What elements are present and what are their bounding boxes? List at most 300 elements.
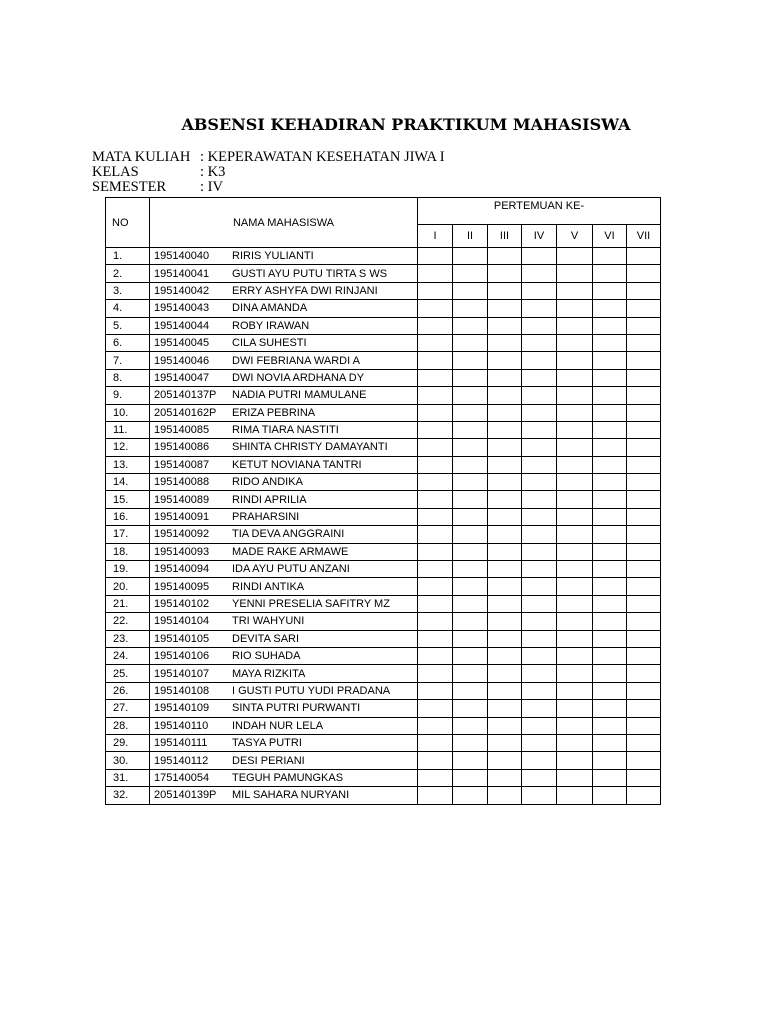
attendance-cell[interactable] xyxy=(453,491,488,508)
attendance-cell[interactable] xyxy=(593,474,627,491)
class-row xyxy=(92,165,445,180)
attendance-cell[interactable] xyxy=(488,334,522,351)
student-name: DESI PERIANI xyxy=(232,754,305,767)
attendance-cell[interactable] xyxy=(557,682,593,699)
attendance-cell[interactable] xyxy=(453,613,488,630)
student-cell xyxy=(150,613,418,630)
attendance-cell[interactable] xyxy=(593,526,627,543)
attendance-cell[interactable] xyxy=(488,404,522,421)
attendance-cell[interactable] xyxy=(627,665,661,682)
attendance-cell[interactable] xyxy=(593,665,627,682)
course-value: : KEPERAWATAN KESEHATAN JIWA I xyxy=(200,149,445,165)
attendance-cell[interactable] xyxy=(593,630,627,647)
attendance-cell[interactable] xyxy=(557,387,593,404)
attendance-cell[interactable] xyxy=(418,561,453,578)
row-number: 5. xyxy=(106,317,150,334)
student-name: RIRIS YULIANTI xyxy=(232,250,314,263)
attendance-cell[interactable] xyxy=(418,352,453,369)
student-cell xyxy=(150,665,418,682)
student-id: 195140092 xyxy=(154,528,210,541)
attendance-cell[interactable] xyxy=(593,647,627,664)
attendance-cell[interactable] xyxy=(453,700,488,717)
attendance-cell[interactable] xyxy=(488,421,522,438)
student-id: 195140086 xyxy=(154,441,210,454)
attendance-cell[interactable] xyxy=(522,439,557,456)
attendance-cell[interactable] xyxy=(627,421,661,438)
attendance-cell[interactable] xyxy=(627,543,661,560)
student-cell xyxy=(150,526,418,543)
attendance-cell[interactable] xyxy=(453,456,488,473)
attendance-cell[interactable] xyxy=(418,526,453,543)
attendance-cell[interactable] xyxy=(488,526,522,543)
attendance-cell[interactable] xyxy=(522,456,557,473)
attendance-cell[interactable] xyxy=(522,526,557,543)
attendance-cell[interactable] xyxy=(557,282,593,299)
attendance-cell[interactable] xyxy=(557,369,593,386)
attendance-cell[interactable] xyxy=(557,317,593,334)
attendance-cell[interactable] xyxy=(488,700,522,717)
attendance-cell[interactable] xyxy=(522,421,557,438)
attendance-cell[interactable] xyxy=(557,474,593,491)
row-number: 20. xyxy=(106,578,150,595)
attendance-cell[interactable] xyxy=(593,421,627,438)
attendance-cell[interactable] xyxy=(627,630,661,647)
header-no: NO xyxy=(106,198,150,248)
table-row xyxy=(106,352,661,369)
attendance-cell[interactable] xyxy=(593,491,627,508)
attendance-cell[interactable] xyxy=(593,456,627,473)
student-name: ERIZA PEBRINA xyxy=(232,406,316,419)
attendance-cell[interactable] xyxy=(488,752,522,769)
attendance-cell[interactable] xyxy=(557,456,593,473)
attendance-cell[interactable] xyxy=(418,421,453,438)
row-number: 19. xyxy=(106,561,150,578)
attendance-cell[interactable] xyxy=(488,508,522,525)
attendance-cell[interactable] xyxy=(593,595,627,612)
attendance-cell[interactable] xyxy=(418,717,453,734)
attendance-cell[interactable] xyxy=(557,300,593,317)
student-cell xyxy=(150,300,418,317)
row-number: 32. xyxy=(106,787,150,804)
attendance-cell[interactable] xyxy=(522,595,557,612)
attendance-cell[interactable] xyxy=(557,647,593,664)
attendance-cell[interactable] xyxy=(453,630,488,647)
attendance-cell[interactable] xyxy=(522,404,557,421)
attendance-cell[interactable] xyxy=(453,508,488,525)
attendance-cell[interactable] xyxy=(453,769,488,786)
attendance-cell[interactable] xyxy=(522,561,557,578)
meeting-header: III xyxy=(488,225,522,248)
attendance-cell[interactable] xyxy=(522,265,557,282)
attendance-cell[interactable] xyxy=(418,630,453,647)
attendance-cell[interactable] xyxy=(453,578,488,595)
attendance-cell[interactable] xyxy=(522,787,557,804)
student-name: INDAH NUR LELA xyxy=(232,719,324,732)
attendance-cell[interactable] xyxy=(453,387,488,404)
attendance-cell[interactable] xyxy=(593,404,627,421)
attendance-cell[interactable] xyxy=(453,439,488,456)
attendance-cell[interactable] xyxy=(593,508,627,525)
attendance-cell[interactable] xyxy=(488,352,522,369)
attendance-cell[interactable] xyxy=(557,769,593,786)
student-id: 195140107 xyxy=(154,667,210,680)
student-name: TASYA PUTRI xyxy=(232,737,302,750)
attendance-cell[interactable] xyxy=(627,769,661,786)
attendance-cell[interactable] xyxy=(488,474,522,491)
attendance-cell[interactable] xyxy=(557,787,593,804)
attendance-cell[interactable] xyxy=(627,456,661,473)
attendance-cell[interactable] xyxy=(418,334,453,351)
attendance-cell[interactable] xyxy=(488,595,522,612)
student-cell xyxy=(150,682,418,699)
attendance-cell[interactable] xyxy=(627,317,661,334)
attendance-cell[interactable] xyxy=(627,248,661,265)
attendance-cell[interactable] xyxy=(593,752,627,769)
attendance-cell[interactable] xyxy=(522,613,557,630)
attendance-cell[interactable] xyxy=(593,300,627,317)
table-row xyxy=(106,734,661,751)
attendance-cell[interactable] xyxy=(418,317,453,334)
student-name: GUSTI AYU PUTU TIRTA S WS xyxy=(232,267,388,280)
attendance-cell[interactable] xyxy=(418,665,453,682)
attendance-cell[interactable] xyxy=(418,543,453,560)
attendance-cell[interactable] xyxy=(627,474,661,491)
attendance-cell[interactable] xyxy=(627,561,661,578)
attendance-cell[interactable] xyxy=(627,491,661,508)
attendance-cell[interactable] xyxy=(557,578,593,595)
student-name: IDA AYU PUTU ANZANI xyxy=(232,563,350,576)
attendance-cell[interactable] xyxy=(627,613,661,630)
attendance-cell[interactable] xyxy=(453,752,488,769)
attendance-cell[interactable] xyxy=(488,769,522,786)
student-id: 195140042 xyxy=(154,284,210,297)
attendance-cell[interactable] xyxy=(627,787,661,804)
student-id: 195140089 xyxy=(154,493,210,506)
student-name: MAYA RIZKITA xyxy=(232,667,306,680)
attendance-cell[interactable] xyxy=(453,474,488,491)
attendance-cell[interactable] xyxy=(488,439,522,456)
attendance-cell[interactable] xyxy=(593,248,627,265)
attendance-cell[interactable] xyxy=(557,717,593,734)
attendance-cell[interactable] xyxy=(418,734,453,751)
attendance-cell[interactable] xyxy=(488,248,522,265)
attendance-cell[interactable] xyxy=(593,578,627,595)
attendance-cell[interactable] xyxy=(453,561,488,578)
attendance-cell[interactable] xyxy=(627,439,661,456)
attendance-cell[interactable] xyxy=(557,491,593,508)
attendance-cell[interactable] xyxy=(522,543,557,560)
attendance-cell[interactable] xyxy=(627,387,661,404)
attendance-cell[interactable] xyxy=(488,561,522,578)
attendance-cell[interactable] xyxy=(488,682,522,699)
student-name: NADIA PUTRI MAMULANE xyxy=(232,389,367,402)
attendance-cell[interactable] xyxy=(453,647,488,664)
student-name: ROBY IRAWAN xyxy=(232,319,310,332)
attendance-cell[interactable] xyxy=(488,717,522,734)
student-cell xyxy=(150,474,418,491)
attendance-cell[interactable] xyxy=(418,387,453,404)
student-id: 195140045 xyxy=(154,337,210,350)
attendance-cell[interactable] xyxy=(627,578,661,595)
attendance-cell[interactable] xyxy=(453,665,488,682)
attendance-cell[interactable] xyxy=(418,682,453,699)
attendance-cell[interactable] xyxy=(627,352,661,369)
attendance-cell[interactable] xyxy=(488,369,522,386)
attendance-cell[interactable] xyxy=(557,734,593,751)
attendance-cell[interactable] xyxy=(488,630,522,647)
attendance-cell[interactable] xyxy=(593,282,627,299)
attendance-cell[interactable] xyxy=(593,369,627,386)
course-row xyxy=(92,150,445,165)
attendance-cell[interactable] xyxy=(557,752,593,769)
header-name: NAMA MAHASISWA xyxy=(150,198,418,248)
row-number: 8. xyxy=(106,369,150,386)
row-number: 9. xyxy=(106,387,150,404)
attendance-cell[interactable] xyxy=(418,439,453,456)
attendance-cell[interactable] xyxy=(522,665,557,682)
attendance-cell[interactable] xyxy=(557,265,593,282)
attendance-cell[interactable] xyxy=(627,700,661,717)
attendance-cell[interactable] xyxy=(557,421,593,438)
attendance-cell[interactable] xyxy=(593,334,627,351)
student-cell xyxy=(150,595,418,612)
attendance-cell[interactable] xyxy=(557,595,593,612)
attendance-cell[interactable] xyxy=(522,682,557,699)
student-cell xyxy=(150,352,418,369)
table-row xyxy=(106,752,661,769)
attendance-cell[interactable] xyxy=(488,265,522,282)
attendance-cell[interactable] xyxy=(593,439,627,456)
page-title: ABSENSI KEHADIRAN PRAKTIKUM MAHASISWA xyxy=(181,115,631,134)
attendance-cell[interactable] xyxy=(418,647,453,664)
attendance-cell[interactable] xyxy=(453,421,488,438)
attendance-cell[interactable] xyxy=(522,369,557,386)
attendance-cell[interactable] xyxy=(488,613,522,630)
table-row xyxy=(106,526,661,543)
attendance-cell[interactable] xyxy=(488,578,522,595)
attendance-cell[interactable] xyxy=(418,769,453,786)
attendance-cell[interactable] xyxy=(418,578,453,595)
attendance-cell[interactable] xyxy=(488,456,522,473)
attendance-cell[interactable] xyxy=(522,334,557,351)
student-cell xyxy=(150,700,418,717)
attendance-cell[interactable] xyxy=(557,543,593,560)
attendance-cell[interactable] xyxy=(522,491,557,508)
attendance-cell[interactable] xyxy=(453,334,488,351)
attendance-cell[interactable] xyxy=(627,526,661,543)
attendance-cell[interactable] xyxy=(418,508,453,525)
attendance-cell[interactable] xyxy=(522,630,557,647)
attendance-cell[interactable] xyxy=(522,352,557,369)
table-row xyxy=(106,439,661,456)
attendance-cell[interactable] xyxy=(593,352,627,369)
attendance-cell[interactable] xyxy=(488,491,522,508)
attendance-cell[interactable] xyxy=(627,734,661,751)
attendance-cell[interactable] xyxy=(593,734,627,751)
attendance-cell[interactable] xyxy=(627,682,661,699)
attendance-cell[interactable] xyxy=(418,613,453,630)
attendance-cell[interactable] xyxy=(488,734,522,751)
attendance-cell[interactable] xyxy=(593,717,627,734)
row-number: 21. xyxy=(106,595,150,612)
attendance-cell[interactable] xyxy=(522,387,557,404)
attendance-cell[interactable] xyxy=(522,474,557,491)
attendance-cell[interactable] xyxy=(522,752,557,769)
attendance-cell[interactable] xyxy=(557,248,593,265)
attendance-cell[interactable] xyxy=(557,352,593,369)
semester-value: : IV xyxy=(200,179,223,195)
attendance-cell[interactable] xyxy=(593,769,627,786)
student-name: RINDI ANTIKA xyxy=(232,580,305,593)
attendance-cell[interactable] xyxy=(522,317,557,334)
student-id: 195140091 xyxy=(154,511,210,524)
attendance-cell[interactable] xyxy=(418,595,453,612)
row-number: 15. xyxy=(106,491,150,508)
attendance-cell[interactable] xyxy=(627,369,661,386)
attendance-cell[interactable] xyxy=(488,317,522,334)
attendance-cell[interactable] xyxy=(453,352,488,369)
student-cell xyxy=(150,508,418,525)
attendance-cell[interactable] xyxy=(418,700,453,717)
attendance-cell[interactable] xyxy=(453,734,488,751)
student-name: MADE RAKE ARMAWE xyxy=(232,545,349,558)
attendance-cell[interactable] xyxy=(453,265,488,282)
row-number: 11. xyxy=(106,421,150,438)
meeting-header: V xyxy=(557,225,593,248)
student-id: 195140095 xyxy=(154,580,210,593)
attendance-cell[interactable] xyxy=(418,404,453,421)
table-row xyxy=(106,317,661,334)
attendance-cell[interactable] xyxy=(453,404,488,421)
attendance-cell[interactable] xyxy=(557,561,593,578)
attendance-cell[interactable] xyxy=(627,647,661,664)
attendance-cell[interactable] xyxy=(627,404,661,421)
student-id: 195140093 xyxy=(154,545,210,558)
attendance-cell[interactable] xyxy=(522,769,557,786)
student-id: 195140043 xyxy=(154,302,210,315)
student-cell xyxy=(150,787,418,804)
attendance-cell[interactable] xyxy=(557,700,593,717)
student-cell xyxy=(150,543,418,560)
attendance-cell[interactable] xyxy=(522,700,557,717)
student-cell xyxy=(150,248,418,265)
attendance-cell[interactable] xyxy=(418,474,453,491)
attendance-cell[interactable] xyxy=(627,300,661,317)
attendance-cell[interactable] xyxy=(593,387,627,404)
course-label: MATA KULIAH xyxy=(92,149,191,165)
attendance-cell[interactable] xyxy=(418,456,453,473)
attendance-cell[interactable] xyxy=(418,282,453,299)
attendance-cell[interactable] xyxy=(418,491,453,508)
attendance-cell[interactable] xyxy=(522,647,557,664)
attendance-cell[interactable] xyxy=(522,717,557,734)
attendance-cell[interactable] xyxy=(522,282,557,299)
attendance-cell[interactable] xyxy=(522,508,557,525)
attendance-cell[interactable] xyxy=(488,665,522,682)
table-row xyxy=(106,248,661,265)
attendance-cell[interactable] xyxy=(522,734,557,751)
attendance-cell[interactable] xyxy=(593,682,627,699)
attendance-cell[interactable] xyxy=(593,700,627,717)
attendance-cell[interactable] xyxy=(522,578,557,595)
table-row xyxy=(106,387,661,404)
attendance-cell[interactable] xyxy=(453,787,488,804)
student-name: YENNI PRESELIA SAFITRY MZ xyxy=(232,598,390,610)
attendance-cell[interactable] xyxy=(593,317,627,334)
row-number: 26. xyxy=(106,682,150,699)
attendance-cell[interactable] xyxy=(488,387,522,404)
attendance-cell[interactable] xyxy=(488,647,522,664)
attendance-cell[interactable] xyxy=(418,787,453,804)
attendance-cell[interactable] xyxy=(627,595,661,612)
attendance-cell[interactable] xyxy=(418,752,453,769)
attendance-cell[interactable] xyxy=(453,595,488,612)
attendance-cell[interactable] xyxy=(522,248,557,265)
student-id: 195140040 xyxy=(154,250,210,263)
attendance-cell[interactable] xyxy=(488,300,522,317)
attendance-cell[interactable] xyxy=(593,613,627,630)
attendance-cell[interactable] xyxy=(453,282,488,299)
student-cell xyxy=(150,282,418,299)
attendance-cell[interactable] xyxy=(557,630,593,647)
class-value: : K3 xyxy=(200,164,226,180)
attendance-cell[interactable] xyxy=(453,248,488,265)
attendance-cell[interactable] xyxy=(418,248,453,265)
student-cell xyxy=(150,561,418,578)
attendance-cell[interactable] xyxy=(593,265,627,282)
attendance-cell[interactable] xyxy=(418,265,453,282)
attendance-cell[interactable] xyxy=(627,717,661,734)
attendance-cell[interactable] xyxy=(453,526,488,543)
attendance-cell[interactable] xyxy=(627,508,661,525)
attendance-cell[interactable] xyxy=(488,787,522,804)
attendance-cell[interactable] xyxy=(557,334,593,351)
header-pertemuan: PERTEMUAN KE- xyxy=(418,198,661,225)
attendance-cell[interactable] xyxy=(453,717,488,734)
row-number: 2. xyxy=(106,265,150,282)
student-id: 195140044 xyxy=(154,319,210,332)
attendance-cell[interactable] xyxy=(453,682,488,699)
attendance-cell[interactable] xyxy=(522,300,557,317)
attendance-cell[interactable] xyxy=(488,282,522,299)
semester-row xyxy=(92,180,445,195)
attendance-cell[interactable] xyxy=(453,543,488,560)
attendance-cell[interactable] xyxy=(488,543,522,560)
attendance-cell[interactable] xyxy=(557,508,593,525)
attendance-cell[interactable] xyxy=(627,752,661,769)
attendance-cell[interactable] xyxy=(593,543,627,560)
attendance-cell[interactable] xyxy=(627,265,661,282)
attendance-cell[interactable] xyxy=(557,439,593,456)
attendance-cell[interactable] xyxy=(557,526,593,543)
attendance-cell[interactable] xyxy=(627,282,661,299)
attendance-cell[interactable] xyxy=(557,665,593,682)
attendance-cell[interactable] xyxy=(453,369,488,386)
student-name: TEGUH PAMUNGKAS xyxy=(232,771,344,784)
attendance-cell[interactable] xyxy=(557,613,593,630)
attendance-cell[interactable] xyxy=(418,369,453,386)
student-cell xyxy=(150,647,418,664)
attendance-cell[interactable] xyxy=(418,300,453,317)
attendance-cell[interactable] xyxy=(627,334,661,351)
student-id: 195140087 xyxy=(154,458,210,471)
attendance-cell[interactable] xyxy=(593,787,627,804)
student-name: I GUSTI PUTU YUDI PRADANA xyxy=(232,684,391,697)
attendance-cell[interactable] xyxy=(557,404,593,421)
attendance-cell[interactable] xyxy=(593,561,627,578)
attendance-cell[interactable] xyxy=(453,317,488,334)
attendance-cell[interactable] xyxy=(453,300,488,317)
